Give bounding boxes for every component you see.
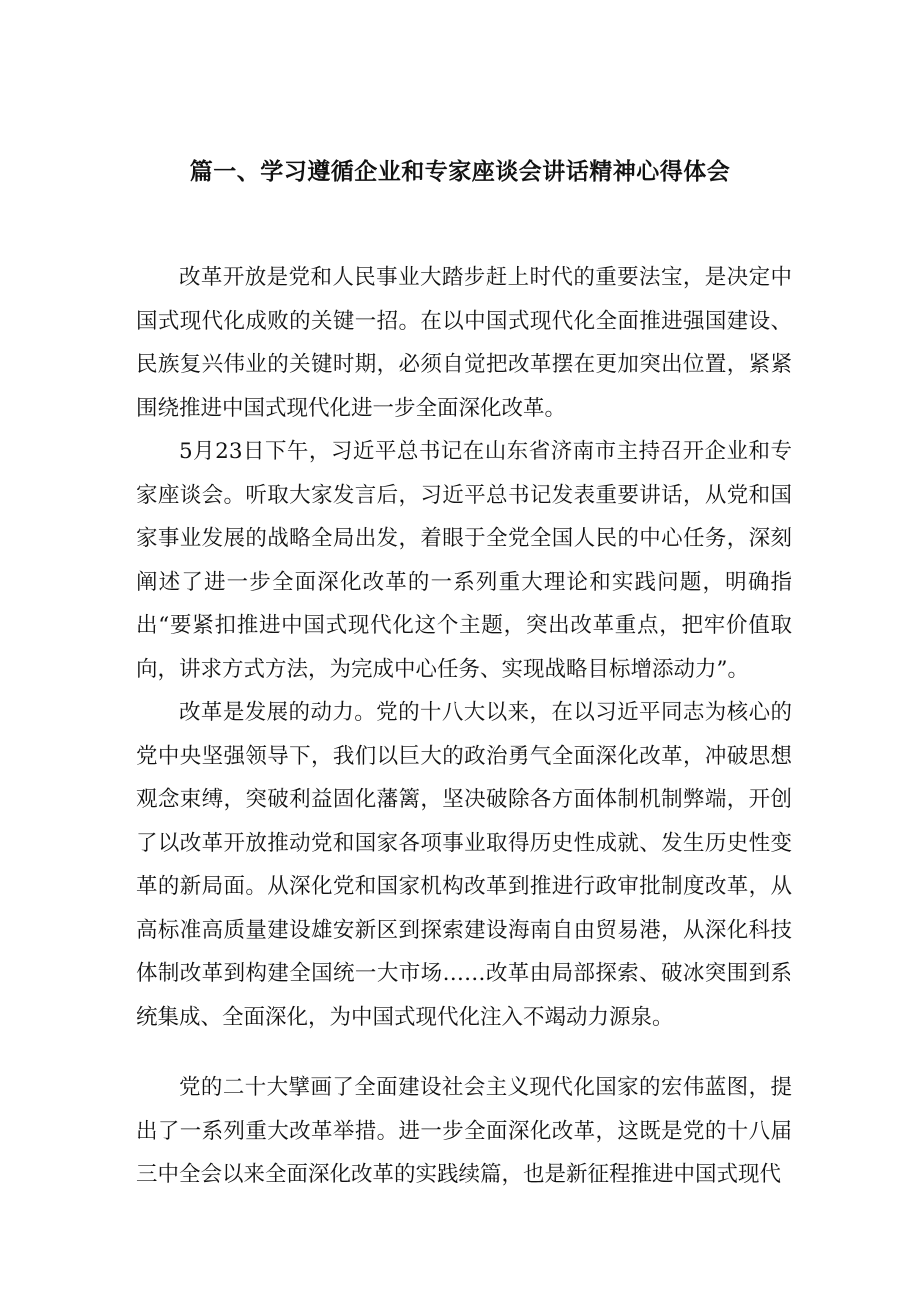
document-title: 篇一、学习遵循企业和专家座谈会讲话精神心得体会 [189, 159, 731, 185]
paragraph-1: 改革开放是党和人民事业大踏步赶上时代的重要法宝，是决定中国式现代化成败的关键一招。在以中国式现代化全面推进强国建设、民族复兴伟业的关键时期，必须自觉把改革摆在更加突出位置，紧紧围绕推进中国式现代化进一步全面深化改革。 [136, 265, 792, 421]
paragraph-2: 5月23日下午，习近平总书记在山东省济南市主持召开企业和专家座谈会。听取大家发言后，习近平总书记发表重要讲话，从党和国家事业发展的战略全局出发，着眼于全党全国人民的中心任务，深刻阐述了进一步全面深化改革的一系列重大理论和实践问题，明确指出“要紧扣推进中国式现代化这个主题，突出改革重点，把牢价值取向，讲求方式方法，为完成中心任务、实现战略目标增添动力”。 [136, 439, 792, 682]
paragraph-3: 改革是发展的动力。党的十八大以来，在以习近平同志为核心的党中央坚强领导下，我们以巨大的政治勇气全面深化改革，冲破思想观念束缚，突破利益固化藩篱，坚决破除各方面体制机制弊端，开创了以改革开放推动党和国家各项事业取得历史性成就、发生历史性变革的新局面。从深化党和国家机构改革到推进行政审批制度改革，从高标准高质量建设雄安新区到探索建设海南自由贸易港，从深化科技体制改革到构建全国统一大市场……改革由局部探索、破冰突围到系统集成、全面深化，为中国式现代化注入不竭动力源泉。 [136, 700, 792, 1030]
paragraph-4: 党的二十大擘画了全面建设社会主义现代化国家的宏伟蓝图，提出了一系列重大改革举措。进一步全面深化改革，这既是党的十八届三中全会以来全面深化改革的实践续篇，也是新征程推进中国式现代 [136, 1075, 792, 1187]
